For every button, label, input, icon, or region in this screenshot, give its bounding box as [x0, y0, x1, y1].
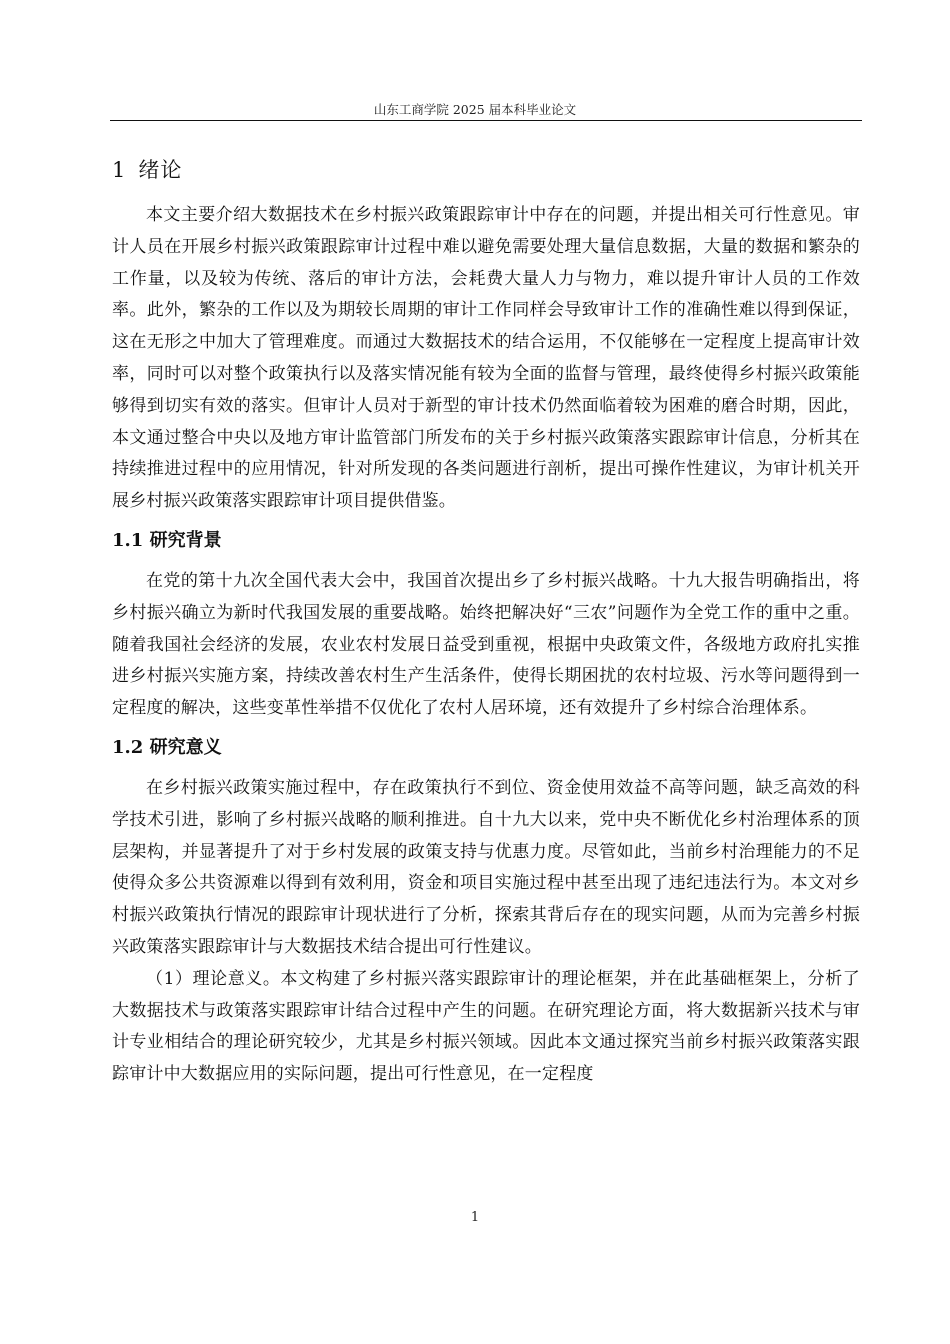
- significance-paragraph: 在乡村振兴政策实施过程中，存在政策执行不到位、资金使用效益不高等问题，缺乏高效的科学技术引进，影响了乡村振兴战略的顺利推进。自十九大以来，党中央不断优化乡村治理体系的顶层架构，并显著提升了对于乡村发展的政策支持与优惠力度。尽管如此，当前乡村治理能力的不足使得众多公共资源难以得到有效利用，资金和项目实施过程中甚至出现了违纪违法行为。本文对乡村振兴政策执行情况的跟踪审计现状进行了分析，探索其背后存在的现实问题，从而为完善乡村振兴政策落实跟踪审计与大数据技术结合提出可行性建议。: [112, 777, 860, 957]
- page-body: [112, 150, 860, 1091]
- running-header: 山东工商学院 2025 届本科毕业论文: [373, 102, 577, 117]
- intro-paragraph: 本文主要介绍大数据技术在乡村振兴政策跟踪审计中存在的问题，并提出相关可行性意见。审计人员在开展乡村振兴政策跟踪审计过程中难以避免需要处理大量信息数据，大量的数据和繁杂的工作量，以及较为传统、落后的审计方法，会耗费大量人力与物力，难以提升审计人员的工作效率。此外，繁杂的工作以及为期较长周期的审计工作同样会导致审计工作的准确性难以得到保证，这在无形之中加大了管理难度。而通过大数据技术的结合运用，不仅能够在一定程度上提高审计效率，同时可以对整个政策执行以及落实情况能有较为全面的监督与管理，最终使得乡村振兴政策能够得到切实有效的落实。但审计人员对于新型的审计技术仍然面临着较为困难的磨合时期，因此，本文通过整合中央以及地方审计监管部门所发布的关于乡村振兴政策落实跟踪审计信息，分析其在持续推进过程中的应用情况，针对所发现的各类问题进行剖析，提出可操作性建议，为审计机关开展乡村振兴政策落实跟踪审计项目提供借鉴。: [112, 205, 860, 512]
- section-heading-background: 1.1 研究背景: [112, 529, 222, 551]
- chapter-number: 1: [112, 158, 127, 182]
- section-heading-significance: 1.2 研究意义: [112, 736, 222, 758]
- theoretical-significance-paragraph: （1）理论意义。本文构建了乡村振兴落实跟踪审计的理论框架，并在此基础框架上，分析了大数据技术与政策落实跟踪审计结合过程中产生的问题。在研究理论方面，将大数据新兴技术与审计专业相结合的理论研究较少，尤其是乡村振兴领域。因此本文通过探究当前乡村振兴政策落实跟踪审计中大数据应用的实际问题，提出可行性意见，在一定程度: [112, 968, 860, 1085]
- header-rule: [110, 120, 862, 121]
- page-number: 1: [470, 1210, 480, 1225]
- background-paragraph: 在党的第十九次全国代表大会中，我国首次提出乡了乡村振兴战略。十九大报告明确指出，将乡村振兴确立为新时代我国发展的重要战略。始终把解决好“三农”问题作为全党工作的重中之重。随着我国社会经济的发展，农业农村发展日益受到重视，根据中央政策文件，各级地方政府扎实推进乡村振兴实施方案，持续改善农村生产生活条件，使得长期困扰的农村垃圾、污水等问题得到一定程度的解决，这些变革性举措不仅优化了农村人居环境，还有效提升了乡村综合治理体系。: [112, 570, 860, 719]
- chapter-title: [112, 150, 860, 190]
- chapter-title-text: 绪论: [138, 158, 183, 182]
